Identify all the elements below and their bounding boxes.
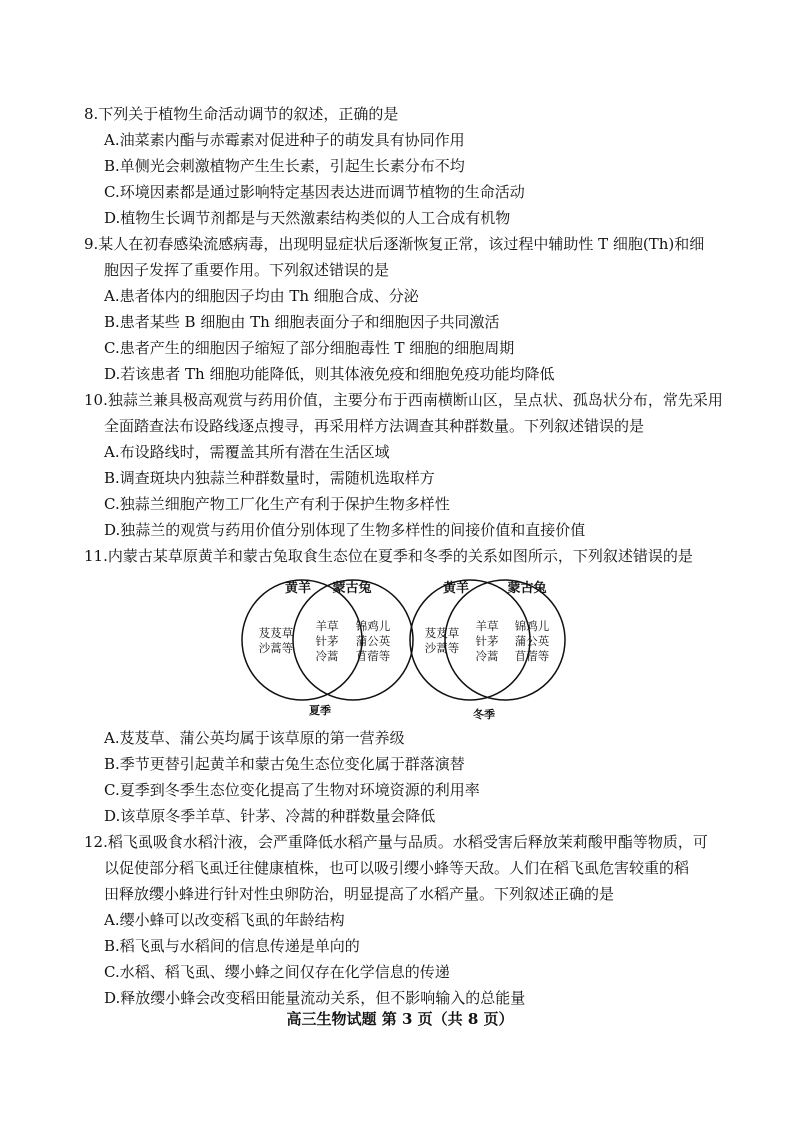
winter-overlap-item: 羊草: [475, 619, 499, 633]
summer-overlap-item: 针茅: [315, 634, 339, 648]
summer-right-item: 苜蓿等: [355, 649, 391, 663]
winter-overlap-item: 冷蒿: [475, 649, 499, 663]
q8-option-d: D.植物生长调节剂都是与天然激素结构类似的人工合成有机物: [104, 209, 511, 227]
q12-option-d: D.释放缨小蜂会改变稻田能量流动关系，但不影响输入的总能量: [104, 989, 526, 1007]
q8-stem: 8.下列关于植物生命活动调节的叙述，正确的是: [84, 105, 399, 123]
winter-right-item: 苜蓿等: [514, 649, 550, 663]
summer-overlap-item: 羊草: [315, 619, 339, 633]
q11-option-a: A.芨芨草、蒲公英均属于该草原的第一营养级: [104, 729, 405, 747]
summer-right-item: 蒲公英: [355, 634, 391, 648]
summer-left-label: 黄羊: [284, 581, 312, 596]
winter-overlap-item: 针茅: [475, 634, 499, 648]
q10-option-b: B.调查斑块内独蒜兰种群数量时，需随机选取样方: [104, 469, 435, 487]
summer-left-item: 沙蒿等: [258, 641, 294, 655]
summer-huangyang-circle: [242, 580, 362, 700]
q12-stem-line1: 12.稻飞虱吸食水稻汁液，会严重降低水稻产量与品质。水稻受害后释放茉莉酸甲酯等物质，可: [84, 833, 708, 851]
winter-right-item: 蒲公英: [514, 634, 550, 648]
q9-stem-line2: 胞因子发挥了重要作用。下列叙述错误的是: [104, 261, 390, 279]
q10-option-a: A.布设路线时，需覆盖其所有潜在生活区域: [104, 443, 390, 461]
q8-option-a: A.油菜素内酯与赤霉素对促进种子的萌发具有协同作用: [104, 131, 465, 149]
summer-right-label: 蒙古兔: [332, 581, 372, 596]
q8-option-b: B.单侧光会刺激植物产生生长素，引起生长素分布不均: [104, 157, 465, 175]
q12-stem-line2: 以促使部分稻飞虱迁往健康植株，也可以吸引缨小蜂等天敌。人们在稻飞虱危害较重的稻: [104, 859, 690, 877]
q12-stem-line3: 田释放缨小蜂进行针对性虫卵防治，明显提高了水稻产量。下列叙述正确的是: [104, 885, 615, 903]
winter-left-item: 芨芨草: [424, 626, 460, 640]
q11-stem: 11.内蒙古某草原黄羊和蒙古兔取食生态位在夏季和冬季的关系如图所示，下列叙述错误的是: [84, 547, 693, 565]
q9-option-c: C.患者产生的细胞因子缩短了部分细胞毒性 T 细胞的细胞周期: [104, 339, 515, 357]
winter-huangyang-circle: [410, 580, 530, 700]
winter-left-label: 黄羊: [442, 581, 470, 596]
page-footer: 高三生物试题 第 3 页（共 8 页）: [286, 1010, 514, 1028]
q12-option-b: B.稻飞虱与水稻间的信息传递是单向的: [104, 937, 360, 955]
summer-right-item: 锦鸡儿: [355, 619, 391, 633]
winter-left-item: 沙蒿等: [424, 641, 460, 655]
q8-option-c: C.环境因素都是通过影响特定基因表达进而调节植物的生命活动: [104, 183, 525, 201]
q9-stem-line1: 9.某人在初春感染流感病毒，出现明显症状后逐渐恢复正常，该过程中辅助性 T 细胞(Th)和细: [84, 235, 705, 253]
q10-stem-line2: 全面踏查法布设路线逐点搜寻，再采用样方法调查其种群数量。下列叙述错误的是: [104, 417, 645, 435]
winter-venn: [410, 580, 565, 721]
summer-overlap-item: 冷蒿: [315, 649, 339, 663]
winter-right-label: 蒙古兔: [507, 581, 547, 596]
q10-stem-line1: 10.独蒜兰兼具极高观赏与药用价值，主要分布于西南横断山区，呈点状、孤岛状分布，常先采用: [84, 391, 723, 409]
q12-option-c: C.水稻、稻飞虱、缨小蜂之间仅存在化学信息的传递: [104, 963, 450, 981]
q10-option-c: C.独蒜兰细胞产物工厂化生产有利于保护生物多样性: [104, 495, 450, 513]
winter-caption: 冬季: [473, 708, 495, 721]
summer-left-item: 芨芨草: [258, 626, 294, 640]
q9-option-a: A.患者体内的细胞因子均由 Th 细胞合成、分泌: [104, 287, 419, 305]
summer-venn: [242, 580, 413, 717]
q9-option-d: D.若该患者 Th 细胞功能降低，则其体液免疫和细胞免疫功能均降低: [104, 365, 555, 383]
winter-right-item: 锦鸡儿: [514, 619, 550, 633]
q11-option-c: C.夏季到冬季生态位变化提高了生物对环境资源的利用率: [104, 781, 480, 799]
q12-option-a: A.缨小蜂可以改变稻飞虱的年龄结构: [104, 911, 345, 929]
summer-caption: 夏季: [309, 704, 331, 717]
q10-option-d: D.独蒜兰的观赏与药用价值分别体现了生物多样性的间接价值和直接价值: [104, 521, 586, 539]
q9-option-b: B.患者某些 B 细胞由 Th 细胞表面分子和细胞因子共同激活: [104, 313, 500, 331]
summer-menggutu-circle: [293, 580, 413, 700]
q11-option-d: D.该草原冬季羊草、针茅、冷蒿的种群数量会降低: [104, 807, 436, 825]
q11-option-b: B.季节更替引起黄羊和蒙古兔生态位变化属于群落演替: [104, 755, 465, 773]
